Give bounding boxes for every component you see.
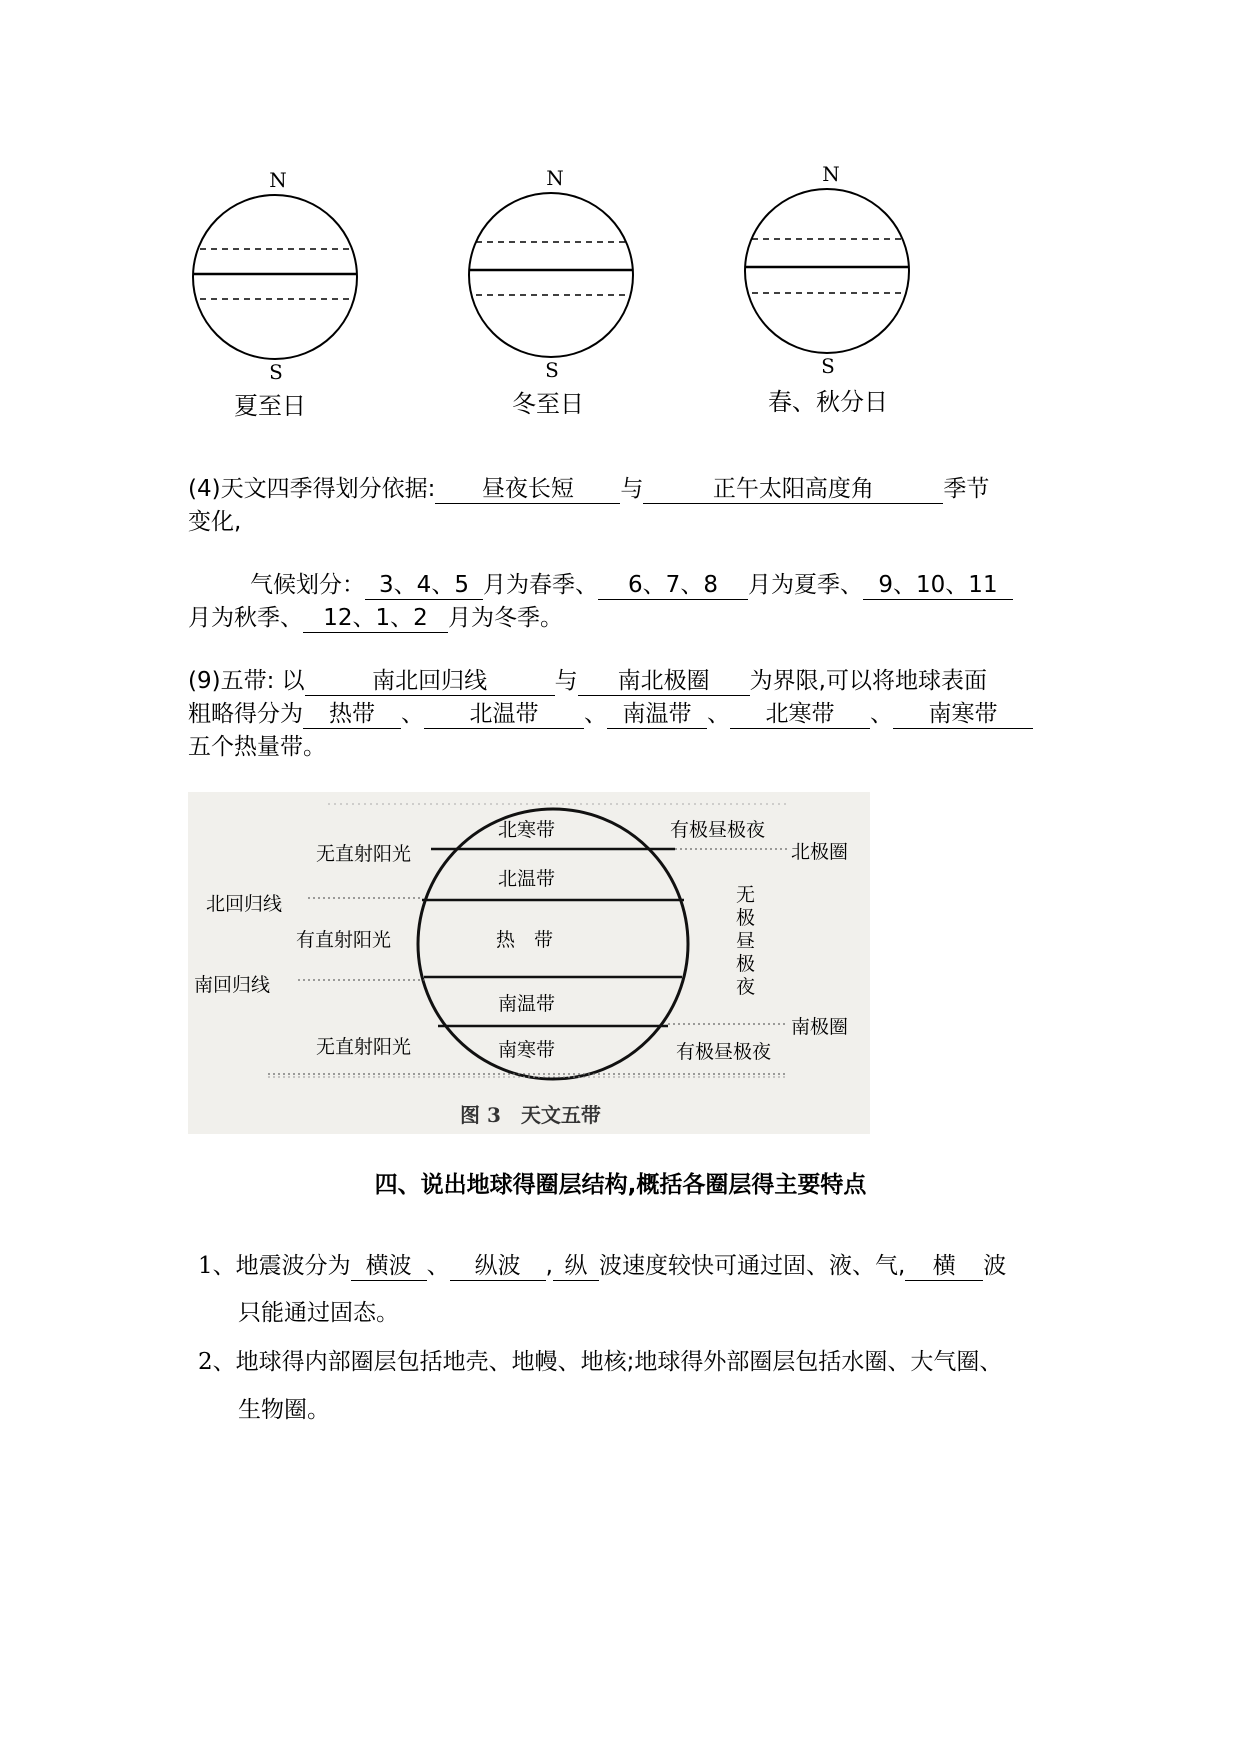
climate-blank-summer: 6、7、8 [598, 571, 748, 600]
fig-left-top: 无直射阳光 [316, 843, 412, 865]
fig-tropic-south: 南回归线 [194, 974, 271, 996]
seismic-blank-transverse: 横波 [351, 1252, 427, 1281]
five-zones-figure [188, 792, 870, 1134]
q9-line2: 粗略得分为 热带 、 北温带 、 南温带 、 北寒带 、 南寒带 [188, 697, 1033, 731]
section4-item1: 1、地震波分为 横波 、 纵波 , 纵 波速度较快可通过固、液、气, 横 波 [198, 1253, 1007, 1279]
fig-zone-s-frigid: 南寒带 [498, 1039, 556, 1061]
climate-blank-spring: 3、4、5 [365, 571, 483, 600]
section4-item2-line2: 生物圈。 [238, 1397, 330, 1423]
q4-blank-2: 正午太阳高度角 [643, 475, 943, 504]
fig-zone-n-temperate: 北温带 [498, 868, 556, 890]
section4-item1-line2: 只能通过固态。 [238, 1300, 399, 1326]
globe2-winter-solstice [466, 190, 636, 360]
climate-blank-winter: 12、1、2 [303, 604, 448, 633]
q9-zone-tropical: 热带 [303, 700, 401, 729]
q4-line1: (4)天文四季得划分依据: 昼夜长短 与 正午太阳高度角 季节 [188, 476, 990, 502]
climate-blank-autumn: 9、10、11 [863, 571, 1013, 600]
globe3-caption: 春、秋分日 [768, 388, 888, 416]
fig-left-mid: 有直射阳光 [296, 929, 392, 951]
q4-line2: 变化, [188, 509, 242, 535]
q9-zone-s-temperate: 南温带 [607, 700, 707, 729]
globe1-caption: 夏至日 [234, 392, 306, 420]
fig-zone-tropical: 热 带 [496, 929, 554, 951]
globe2-south-label: S [545, 358, 559, 382]
globe3-north-label: N [822, 162, 840, 186]
section4-title: 四、说出地球得圈层结构,概括各圈层得主要特点 [374, 1172, 867, 1198]
q9-line3: 五个热量带。 [188, 734, 326, 760]
globe2-north-label: N [546, 166, 564, 190]
fig-right-mid: 无极昼极夜 [736, 884, 756, 998]
fig-arctic-circle: 北极圈 [791, 841, 849, 863]
fig-right-bot: 有极昼极夜 [676, 1041, 772, 1063]
globe3-south-label: S [821, 354, 835, 378]
seismic-blank-fast: 纵 [553, 1252, 599, 1281]
seismic-blank-solid: 横 [905, 1252, 983, 1281]
globe1-south-label: S [269, 360, 283, 384]
globe3-equinox [742, 186, 912, 356]
globe2-caption: 冬至日 [512, 390, 584, 418]
q9-zone-s-frigid: 南寒带 [893, 700, 1033, 729]
seismic-blank-longitudinal: 纵波 [450, 1252, 546, 1281]
fig-tropic-north: 北回归线 [206, 893, 283, 915]
five-zones-diagram [188, 792, 870, 1134]
globe1-summer-solstice [190, 192, 360, 362]
fig-right-top: 有极昼极夜 [670, 819, 766, 841]
q9-blank-tropics: 南北回归线 [305, 667, 555, 696]
fig-zone-s-temperate: 南温带 [498, 993, 556, 1015]
fig-zone-n-frigid: 北寒带 [498, 819, 556, 841]
section4-item2: 2、地球得内部圈层包括地壳、地幔、地核;地球得外部圈层包括水圈、大气圈、 [198, 1349, 1003, 1375]
climate-line2: 月为秋季、 12、1、2 月为冬季。 [188, 605, 563, 631]
q9-blank-polar: 南北极圈 [578, 667, 750, 696]
q9-zone-n-temperate: 北温带 [424, 700, 584, 729]
globe1-north-label: N [269, 168, 287, 192]
fig-caption: 图 3 天文五带 [460, 1103, 601, 1127]
fig-left-bot: 无直射阳光 [316, 1036, 412, 1058]
q9-zone-n-frigid: 北寒带 [730, 700, 870, 729]
q9-line1: (9)五带: 以 南北回归线 与 南北极圈 为界限,可以将地球表面 [188, 668, 987, 694]
fig-antarctic-circle: 南极圈 [791, 1016, 849, 1038]
q4-blank-1: 昼夜长短 [435, 475, 620, 504]
climate-line1: 气候划分： 3、4、5 月为春季、 6、7、8 月为夏季、 9、10、11 [250, 568, 1013, 602]
